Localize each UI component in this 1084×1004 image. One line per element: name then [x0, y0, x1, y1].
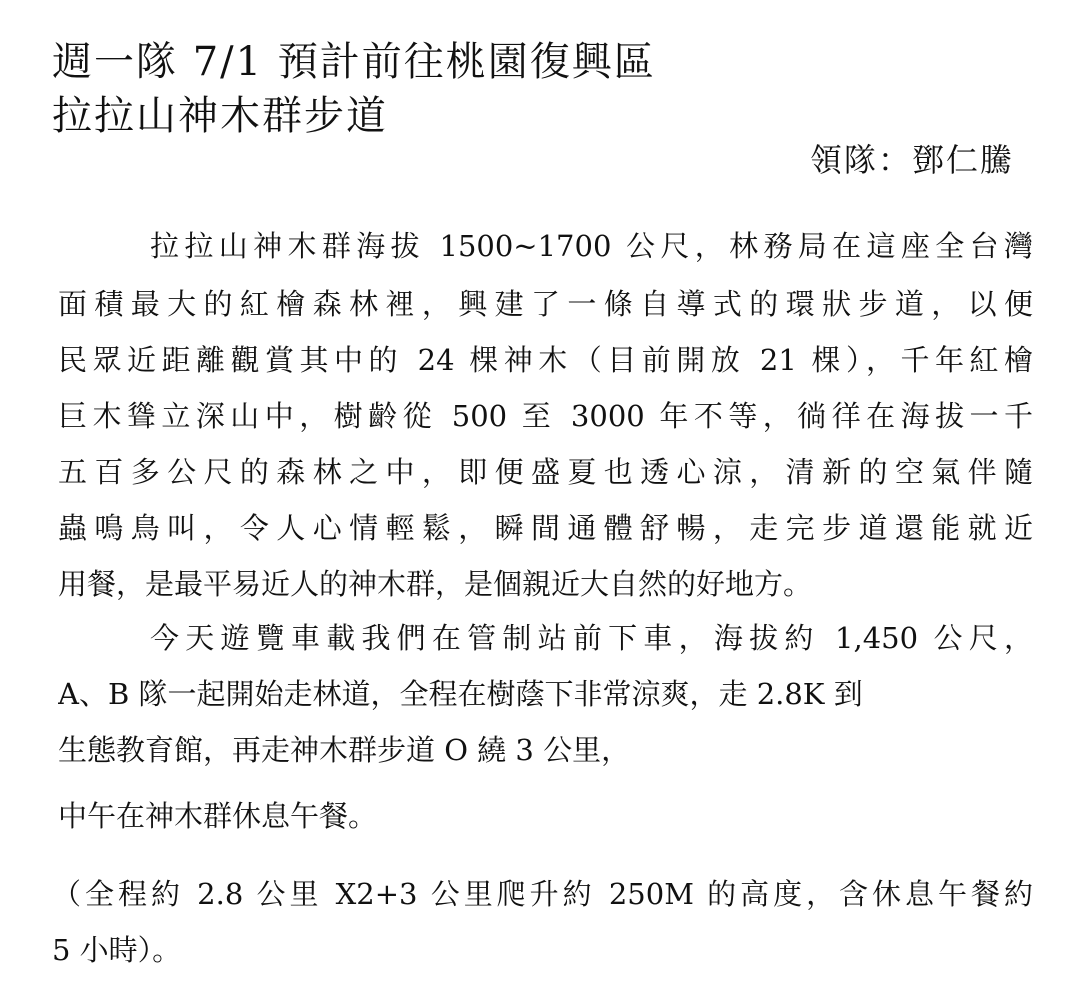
- title-line-1: 週一隊 7/1 預計前往桃園復興區: [52, 39, 656, 85]
- paragraph-2-line: 生態教育館，再走神木群步道 O 繞 3 公里，: [58, 733, 631, 767]
- leader-label: 領隊：鄧仁騰: [809, 141, 1014, 179]
- paragraph-1-line: 蟲鳴鳥叫，令人心情輕鬆，瞬間通體舒暢，走完步道還能就近: [58, 511, 1033, 545]
- title-line-2: 拉拉山神木群步道: [52, 93, 388, 139]
- paragraph-3: 中午在神木群休息午餐。: [58, 799, 378, 833]
- paragraph-2-line: 今天遊覽車載我們在管制站前下車，海拔約 1,450 公尺，: [150, 621, 1033, 655]
- paragraph-1-line: 面積最大的紅檜森林裡，興建了一條自導式的環狀步道，以便: [58, 287, 1033, 321]
- paragraph-1-line: 民眾近距離觀賞其中的 24 棵神木（目前開放 21 棵），千年紅檜: [58, 343, 1033, 377]
- paragraph-2-line: A、B 隊一起開始走林道，全程在樹蔭下非常涼爽，走 2.8K 到: [58, 677, 863, 711]
- paragraph-1-line: 巨木聳立深山中，樹齡從 500 至 3000 年不等，徜徉在海拔一千: [58, 399, 1033, 433]
- paragraph-1-line: 用餐，是最平易近人的神木群，是個親近大自然的好地方。: [58, 567, 813, 601]
- note-line: （全程約 2.8 公里 X2+3 公里爬升約 250M 的高度，含休息午餐約: [52, 877, 1033, 911]
- paragraph-1-line: 拉拉山神木群海拔 1500~1700 公尺，林務局在這座全台灣: [150, 229, 1033, 263]
- note-line: 5 小時）。: [52, 933, 182, 967]
- paragraph-1-line: 五百多公尺的森林之中，即便盛夏也透心涼，清新的空氣伴隨: [58, 455, 1033, 489]
